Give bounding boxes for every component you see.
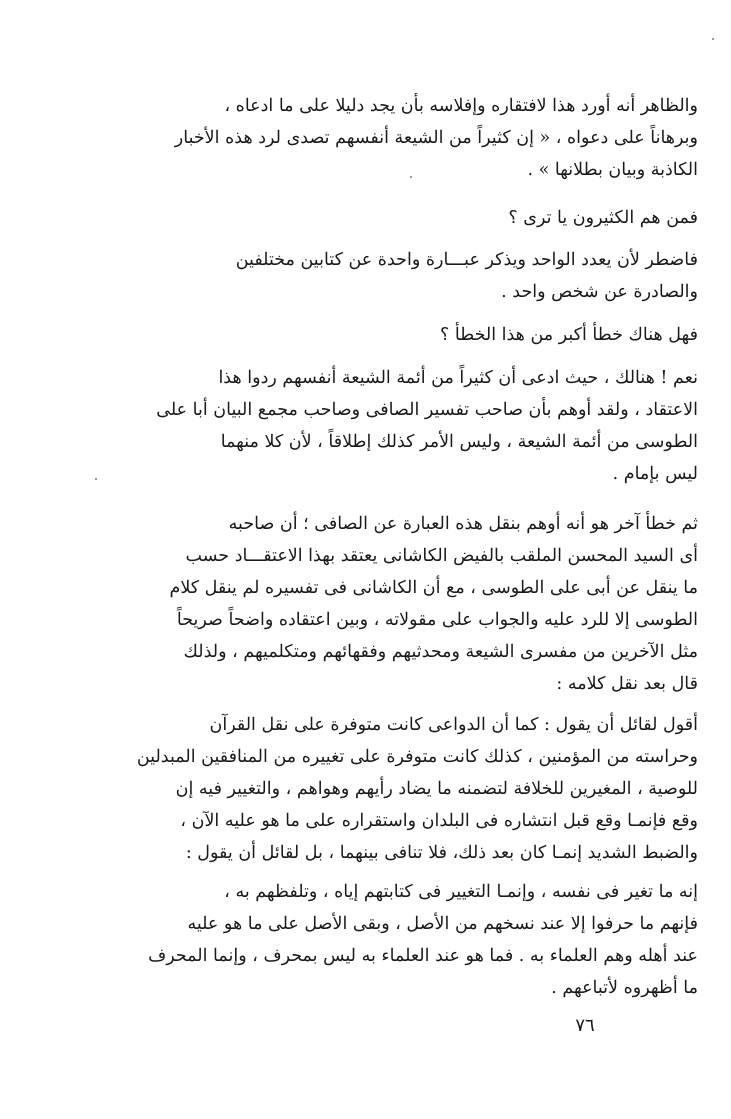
text-line: والضبط الشديد إنمـا كان بعد ذلك، فلا تنافى بينهما ، بل لقائل أن يقول : <box>185 843 698 863</box>
text-line: ما أظهروه لأتباعهم . <box>551 978 698 998</box>
text-line: فمن هم الكثيرون يا ترى ؟ <box>508 208 698 228</box>
text-line: الاعتقاد ، ولقد أوهم بأن صاحب تفسير الصافى وصاحب مجمع البيان أبا على <box>156 400 698 420</box>
text-line: ثم خطأ آخر هو أنه أوهم بنقل هذه العبارة عن الصافى ؛ أن صاحبه <box>228 514 698 534</box>
paragraph-7 <box>86 709 698 869</box>
paragraph-2 <box>86 202 698 234</box>
text-line: للوصية ، المغيرين للخلافة لتضمنه ما يضاد رأيهم وهواهم ، والتغيير فيه إن <box>175 779 698 799</box>
paragraph-4 <box>86 319 698 351</box>
text-line: فاضطر لأن يعدد الواحد ويذكر عبـــارة واحدة عن كتابين مختلفين <box>235 250 698 270</box>
text-line: ما ينقل عن أبى على الطوسى ، مع أن الكاشانى فى تفسيره لم ينقل كلام <box>169 578 698 598</box>
text-line: وحراسته من المؤمنين ، كذلك كانت متوفرة على تغييره من المنافقين المبدلين <box>136 747 698 767</box>
text-line: الطوسى إلا للرد عليه والجواب على مقولاته ، وبين اعتقاده واضحاً صريحاً <box>176 610 698 630</box>
text-line: مثل الآخرين من مفسرى الشيعة ومحدثيهم وفقهائهم ومتكلميهم ، ولذلك <box>183 642 698 662</box>
paragraph-6 <box>86 508 698 700</box>
text-line: وبرهاناً على دعواه ، « إن كثيراً من الشيعة أنفسهم تصدى لرد هذه الأخبار <box>174 128 698 148</box>
scan-speck <box>410 176 412 178</box>
paragraph-8 <box>86 876 698 1004</box>
scan-speck <box>95 478 97 480</box>
text-line: قال بعد نقل كلامه : <box>556 674 698 694</box>
text-line: فإنهم ما حرفوا إلا عند نسخهم من الأصل ، وبقى الأصل على ما هو عليه <box>187 914 698 934</box>
text-line: الطوسى من أئمة الشيعة ، وليس الأمر كذلك إطلاقاً ، لأن كلا منهما <box>220 432 698 452</box>
paragraph-1 <box>86 90 698 186</box>
text-line: والصادرة عن شخص واحد . <box>501 282 698 302</box>
text-line: أقول لقائل أن يقول : كما أن الدواعى كانت متوفرة على نقل القرآن <box>209 715 698 735</box>
paragraph-5 <box>86 362 698 490</box>
text-line: والظاهر أنه أورد هذا لافتقاره وإفلاسه بأن يجد دليلا على ما ادعاه ، <box>224 96 698 116</box>
text-line: الكاذبة وبيان بطلانها » . <box>527 160 698 180</box>
text-line: نعم ! هنالك ، حيث ادعى أن كثيراً من أئمة الشيعة أنفسهم ردوا هذا <box>218 368 698 388</box>
paragraph-3 <box>86 244 698 308</box>
text-line: ليس بإمام . <box>612 464 698 484</box>
text-line: فهل هناك خطأ أكبر من هذا الخطأ ؟ <box>440 325 698 345</box>
text-line: عند أهله وهم العلماء به . فما هو عند العلماء به ليس بمحرف ، وإنما المحرف <box>148 946 698 966</box>
text-line: إنه ما تغير فى نفسه ، وإنمـا التغيير فى كتابتهم إياه ، وتلفظهم به ، <box>224 882 698 902</box>
scan-speck <box>712 38 714 40</box>
page-number: ٧٦ <box>575 1015 595 1036</box>
text-line: وقع فإنمـا وقع قبل انتشاره فى البلدان واستقراره على ما هو عليه الآن ، <box>180 811 698 831</box>
text-line: أى السيد المحسن الملقب بالفيض الكاشانى يعتقد بهذا الاعتقـــاد حسب <box>185 546 698 566</box>
